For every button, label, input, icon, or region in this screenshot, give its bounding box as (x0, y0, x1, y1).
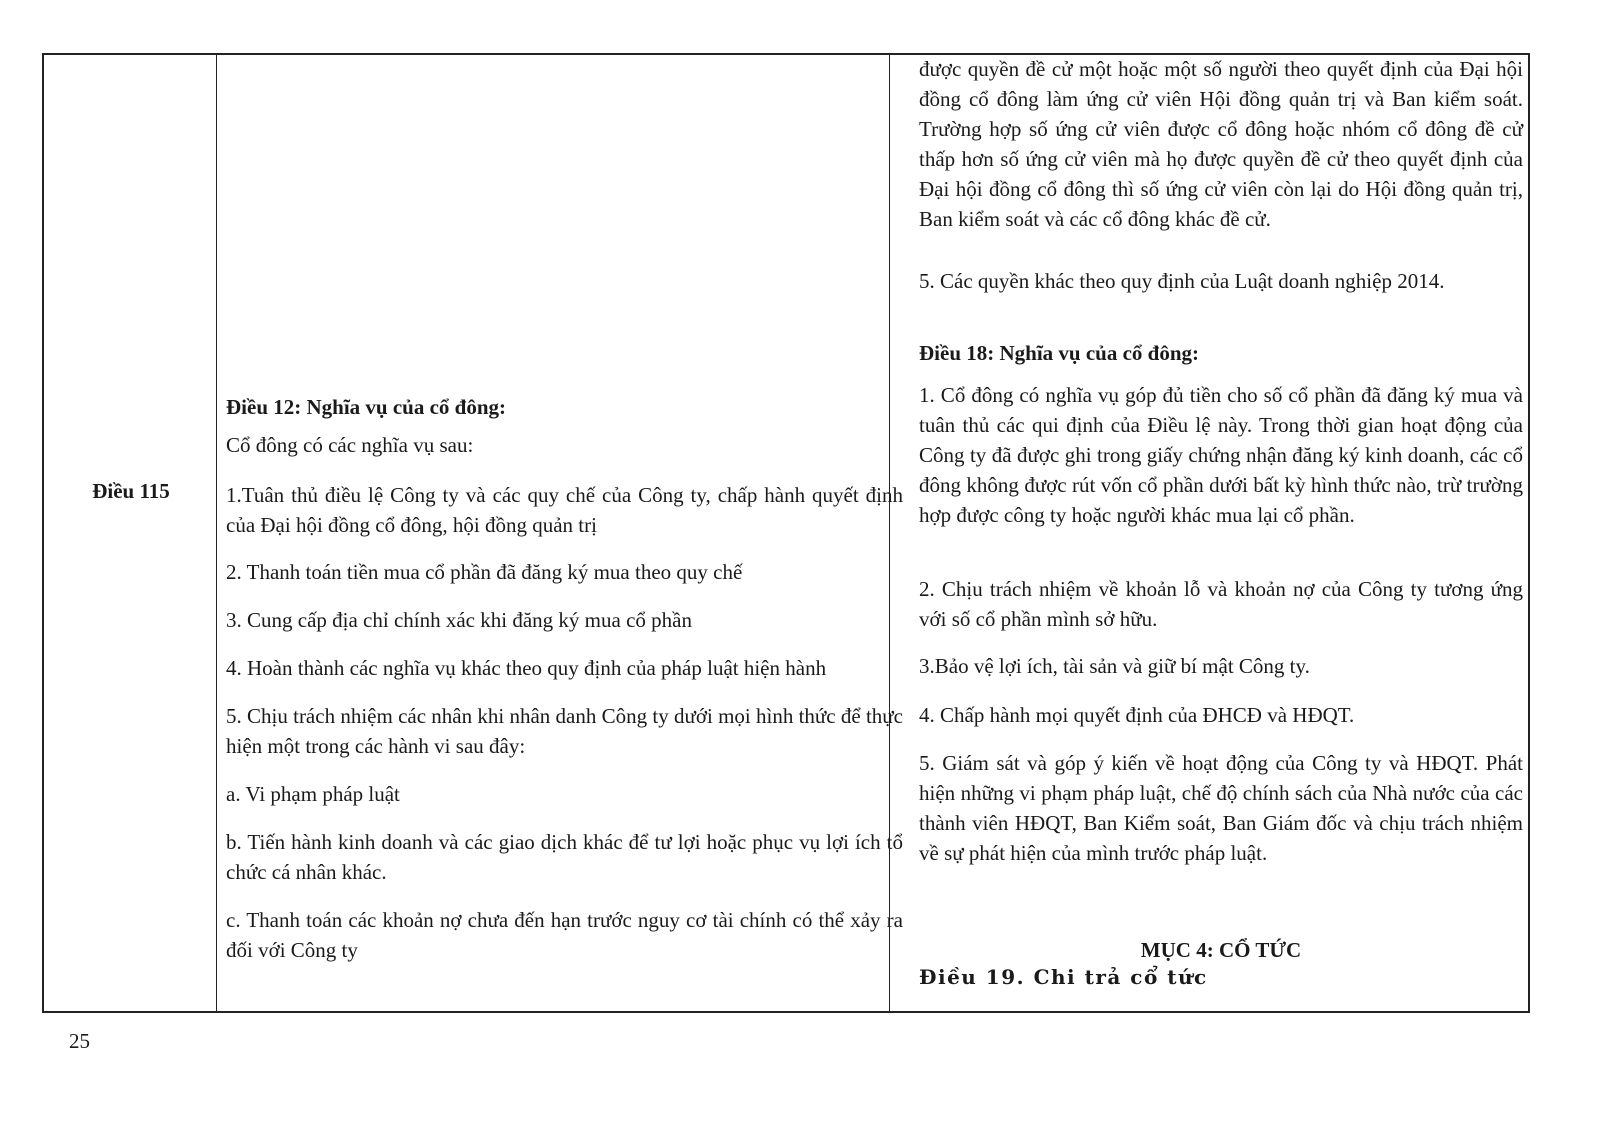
comparison-table (42, 53, 1530, 1013)
rights-item-5: 5. Các quyền khác theo quy định của Luật doanh nghiệp 2014. (919, 269, 1445, 293)
obligation-item: 2. Thanh toán tiền mua cổ phần đã đăng ký mua theo quy chế (226, 560, 743, 584)
obligation-item: 5. Chịu trách nhiệm các nhân khi nhân danh Công ty dưới mọi hình thức để thực hiện một trong các hành vi sau đây: (226, 704, 903, 758)
obligation-item: 4. Hoàn thành các nghĩa vụ khác theo quy định của pháp luật hiện hành (226, 656, 827, 680)
article-12-title: Điều 12: Nghĩa vụ của cổ đông: (226, 395, 507, 419)
section-heading: MỤC 4: CỔ TỨC (1140, 938, 1302, 962)
article-number-cell (44, 55, 218, 1011)
obligation-item: a. Vi phạm pháp luật (226, 782, 400, 806)
page-number: 25 (69, 1029, 90, 1053)
obligation-item: 1. Cổ đông có nghĩa vụ góp đủ tiền cho số cổ phần đã đăng ký mua và tuân thủ các qui định của Điều lệ này. Trong thời gian hoạt động của Công ty đã được ghi trong giấy chứng nhận đăng ký kinh doanh, các cổ đông không được rút vốn cổ phần dưới bất kỳ hình thức nào, trừ trường hợp được công ty hoặc người khác mua lại cổ phần. (919, 383, 1523, 527)
obligations-intro: Cổ đông có các nghĩa vụ sau: (226, 433, 474, 457)
old-charter-cell (226, 55, 903, 1011)
obligation-item: 4. Chấp hành mọi quyết định của ĐHCĐ và HĐQT. (919, 703, 1355, 727)
obligation-item: 1.Tuân thủ điều lệ Công ty và các quy chế của Công ty, chấp hành quyết định của Đại hội đồng cổ đông, hội đồng quản trị (226, 483, 903, 537)
article-number-label: Điều 115 (92, 479, 170, 503)
article-18-title: Điều 18: Nghĩa vụ của cổ đông: (919, 341, 1200, 365)
obligation-item: 5. Giám sát và góp ý kiến về hoạt động của Công ty và HĐQT. Phát hiện những vi phạm pháp luật, chế độ chính sách của Nhà nước của các thành viên HĐQT, Ban Kiểm soát, Ban Giám đốc và chịu trách nhiệm về sự phát hiện của mình trước pháp luật. (919, 751, 1523, 865)
new-charter-cell (919, 55, 1523, 1011)
obligation-item: 3. Cung cấp địa chỉ chính xác khi đăng ký mua cổ phần (226, 608, 692, 632)
obligation-item: 2. Chịu trách nhiệm về khoản lỗ và khoản nợ của Công ty tương ứng với số cổ phần mình sở hữu. (919, 577, 1523, 631)
next-article-title: Điều 19. Chi trả cổ tức (919, 965, 1208, 989)
obligation-item: c. Thanh toán các khoản nợ chưa đến hạn trước nguy cơ tài chính có thể xảy ra đối với Công ty (226, 908, 903, 962)
obligation-item: 3.Bảo vệ lợi ích, tài sản và giữ bí mật Công ty. (919, 654, 1310, 678)
continued-paragraph: được quyền đề cử một hoặc một số người theo quyết định của Đại hội đồng cổ đông làm ứng cử viên Hội đồng quản trị và Ban kiểm soát. Trường hợp số ứng cử viên được cổ đông hoặc nhóm cổ đông đề cử thấp hơn số ứng cử viên mà họ được quyền đề cử theo quyết định của Đại hội đồng cổ đông thì số ứng cử viên còn lại do Hội đồng quản trị, Ban kiểm soát và các cổ đông khác đề cử. (919, 57, 1523, 231)
obligation-item: b. Tiến hành kinh doanh và các giao dịch khác để tư lợi hoặc phục vụ lợi ích tổ chức cá nhân khác. (226, 830, 903, 884)
